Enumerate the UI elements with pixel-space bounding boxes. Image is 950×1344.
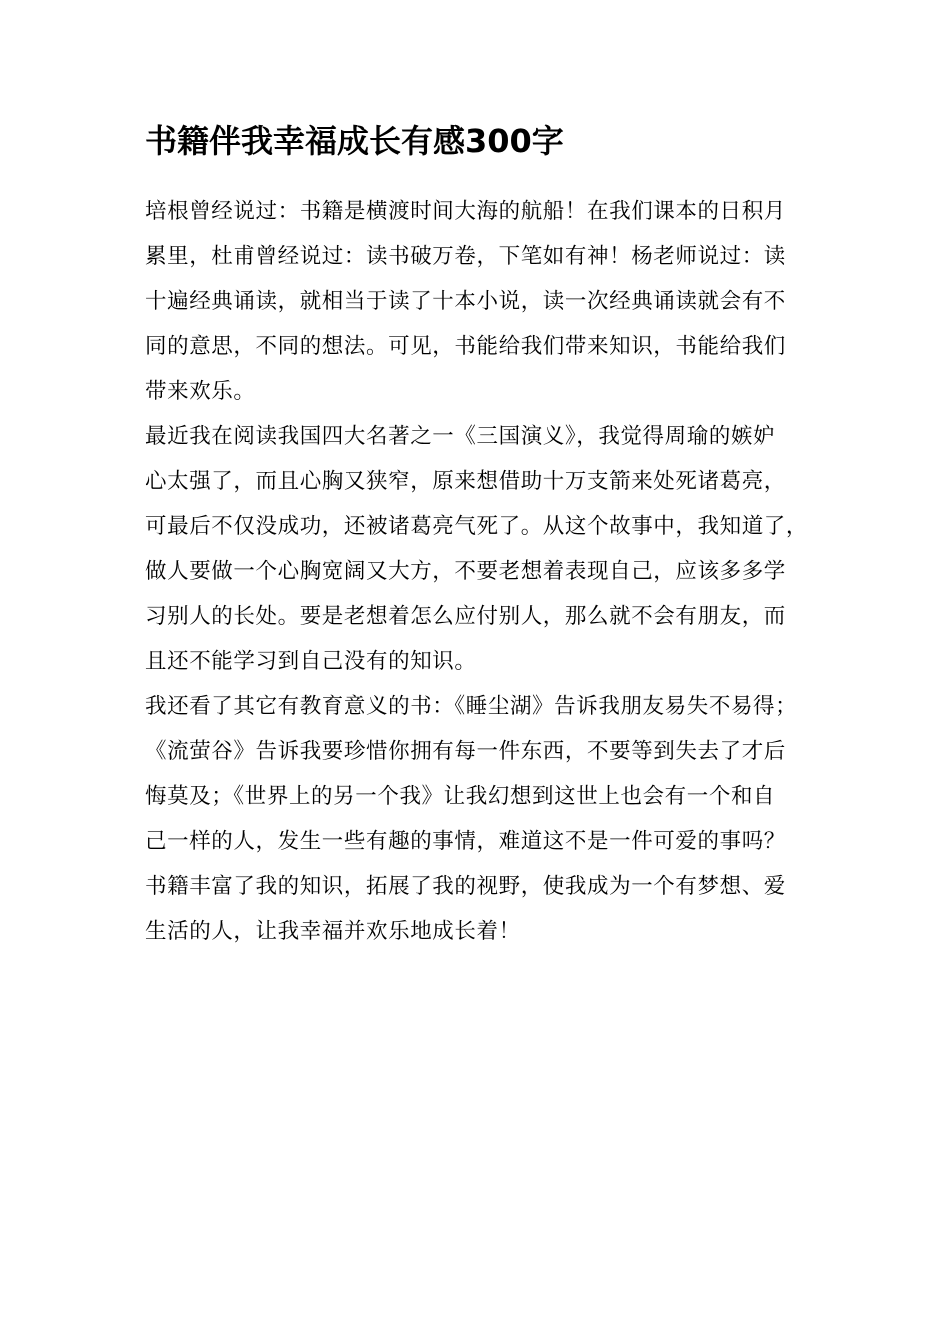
paragraph-3 (145, 684, 825, 864)
text-line: 累里，杜甫曾经说过：读书破万卷，下笔如有神！杨老师说过：读 (145, 244, 786, 269)
paragraph-4 (145, 864, 825, 954)
text-line: 我还看了其它有教育意义的书：《睡尘湖》告诉我朋友易失不易得； (145, 694, 798, 719)
document-title: 书籍伴我幸福成长有感300字 (145, 122, 564, 160)
text-line: 习别人的长处。要是老想着怎么应付别人，那么就不会有朋友，而 (145, 604, 786, 629)
text-line: 悔莫及；《世界上的另一个我》让我幻想到这世上也会有一个和自 (145, 784, 776, 809)
document-body (145, 189, 825, 954)
text-line: 生活的人，让我幸福并欢乐地成长着！ (145, 919, 521, 944)
text-line: 《流萤谷》告诉我要珍惜你拥有每一件东西，不要等到失去了才后 (145, 739, 786, 764)
paragraph-1 (145, 189, 825, 414)
text-line: 心太强了，而且心胸又狭窄，原来想借助十万支箭来处死诸葛亮， (145, 469, 786, 494)
text-line: 且还不能学习到自己没有的知识。 (145, 649, 477, 674)
text-line: 最近我在阅读我国四大名著之一《三国演义》，我觉得周瑜的嫉妒 (145, 424, 776, 449)
text-line: 带来欢乐。 (145, 379, 256, 404)
text-line: 十遍经典诵读，就相当于读了十本小说，读一次经典诵读就会有不 (145, 289, 786, 314)
text-line: 培根曾经说过：书籍是横渡时间大海的航船！在我们课本的日积月 (145, 199, 786, 224)
paragraph-2 (145, 414, 825, 684)
text-line: 可最后不仅没成功，还被诸葛亮气死了。从这个故事中，我知道了， (145, 514, 809, 539)
text-line: 做人要做一个心胸宽阔又大方，不要老想着表现自己，应该多多学 (145, 559, 786, 584)
text-line: 同的意思，不同的想法。可见，书能给我们带来知识，书能给我们 (145, 334, 786, 359)
text-line: 己一样的人，发生一些有趣的事情，难道这不是一件可爱的事吗？ (145, 829, 786, 854)
text-line: 书籍丰富了我的知识，拓展了我的视野，使我成为一个有梦想、爱 (145, 874, 786, 899)
